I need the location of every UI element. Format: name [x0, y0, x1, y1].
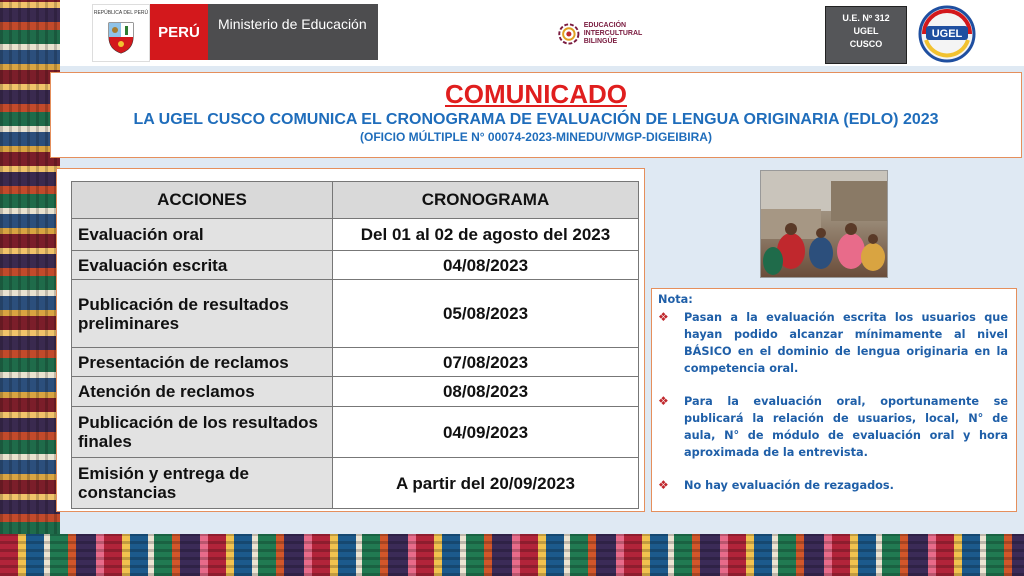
- header-cronograma: CRONOGRAMA: [333, 182, 639, 219]
- ue-line-1: U.E. Nº 312: [842, 13, 890, 23]
- peru-label: PERÚ: [150, 4, 208, 60]
- row-date: 04/09/2023: [333, 407, 639, 458]
- row-action: Evaluación escrita: [72, 251, 333, 280]
- row-date: A partir del 20/09/2023: [333, 458, 639, 509]
- row-action: Evaluación oral: [72, 219, 333, 251]
- table-row: [72, 219, 639, 251]
- schedule-panel: [56, 168, 645, 512]
- row-action: Presentación de reclamos: [72, 348, 333, 377]
- table-header-row: [72, 182, 639, 219]
- textile-border-bottom: [0, 534, 1024, 576]
- row-date: 04/08/2023: [333, 251, 639, 280]
- diamond-bullet-icon: ❖: [658, 310, 669, 324]
- eib-icon: [558, 17, 580, 51]
- minedu-logo: [92, 4, 378, 60]
- ue-line-2: UGEL: [853, 26, 879, 36]
- diamond-bullet-icon: ❖: [658, 394, 669, 408]
- note-title: Nota:: [658, 293, 693, 306]
- ue-box: [825, 6, 907, 64]
- header-acciones: ACCIONES: [72, 182, 333, 219]
- row-date: 08/08/2023: [333, 377, 639, 407]
- title-reference: (OFICIO MÚLTIPLE N° 00074-2023-MINEDU/VMGP-DIGEIBIRA): [360, 130, 712, 144]
- note-text: No hay evaluación de rezagados.: [684, 479, 894, 492]
- table-row: [72, 407, 639, 458]
- row-action: Atención de reclamos: [72, 377, 333, 407]
- table-row: [72, 377, 639, 407]
- note-item: [658, 393, 1008, 461]
- table-row: [72, 280, 639, 348]
- row-date: Del 01 al 02 de agosto del 2023: [333, 219, 639, 251]
- row-action: Publicación de los resultados finales: [72, 407, 333, 458]
- row-action: Emisión y entrega de constancias: [72, 458, 333, 509]
- ministry-label: Ministerio de Educación: [208, 4, 378, 60]
- ue-line-3: CUSCO: [849, 39, 883, 49]
- title-main: COMUNICADO: [445, 79, 627, 109]
- ugel-logo-label: UGEL: [931, 28, 963, 40]
- title-subtitle: LA UGEL CUSCO COMUNICA EL CRONOGRAMA DE EVALUACIÓN DE LENGUA ORIGINARIA (EDLO) 2023: [133, 111, 939, 128]
- schedule-table: [71, 181, 639, 509]
- note-item: [658, 309, 1008, 377]
- republic-label: REPÚBLICA DEL PERÚ: [93, 9, 149, 16]
- note-panel: [651, 288, 1017, 512]
- row-action: Publicación de resultados preliminares: [72, 280, 333, 348]
- row-date: 07/08/2023: [333, 348, 639, 377]
- diamond-bullet-icon: ❖: [658, 478, 669, 492]
- peru-shield-icon: [92, 4, 150, 62]
- table-row: [72, 458, 639, 509]
- eib-logo: [558, 6, 672, 62]
- row-date: 05/08/2023: [333, 280, 639, 348]
- table-row: [72, 251, 639, 280]
- note-text: Pasan a la evaluación escrita los usuarios que hayan podido alcanzar mínimamente al nivel BÁSICO en el dominio de lengua originaria en la competencia oral.: [684, 311, 1008, 375]
- note-item: [658, 477, 1008, 494]
- evaluation-photo: [760, 170, 888, 278]
- table-row: [72, 348, 639, 377]
- note-text: Para la evaluación oral, oportunamente se publicará la relación de usuarios, local, N° de aula, N° de módulo de evaluación oral y hora aproximada de la entrevista.: [684, 395, 1008, 459]
- ugel-logo: [912, 4, 982, 64]
- eib-label: EDUCACIÓN INTERCULTURAL BILINGÜE: [583, 22, 643, 45]
- title-panel: [50, 72, 1022, 158]
